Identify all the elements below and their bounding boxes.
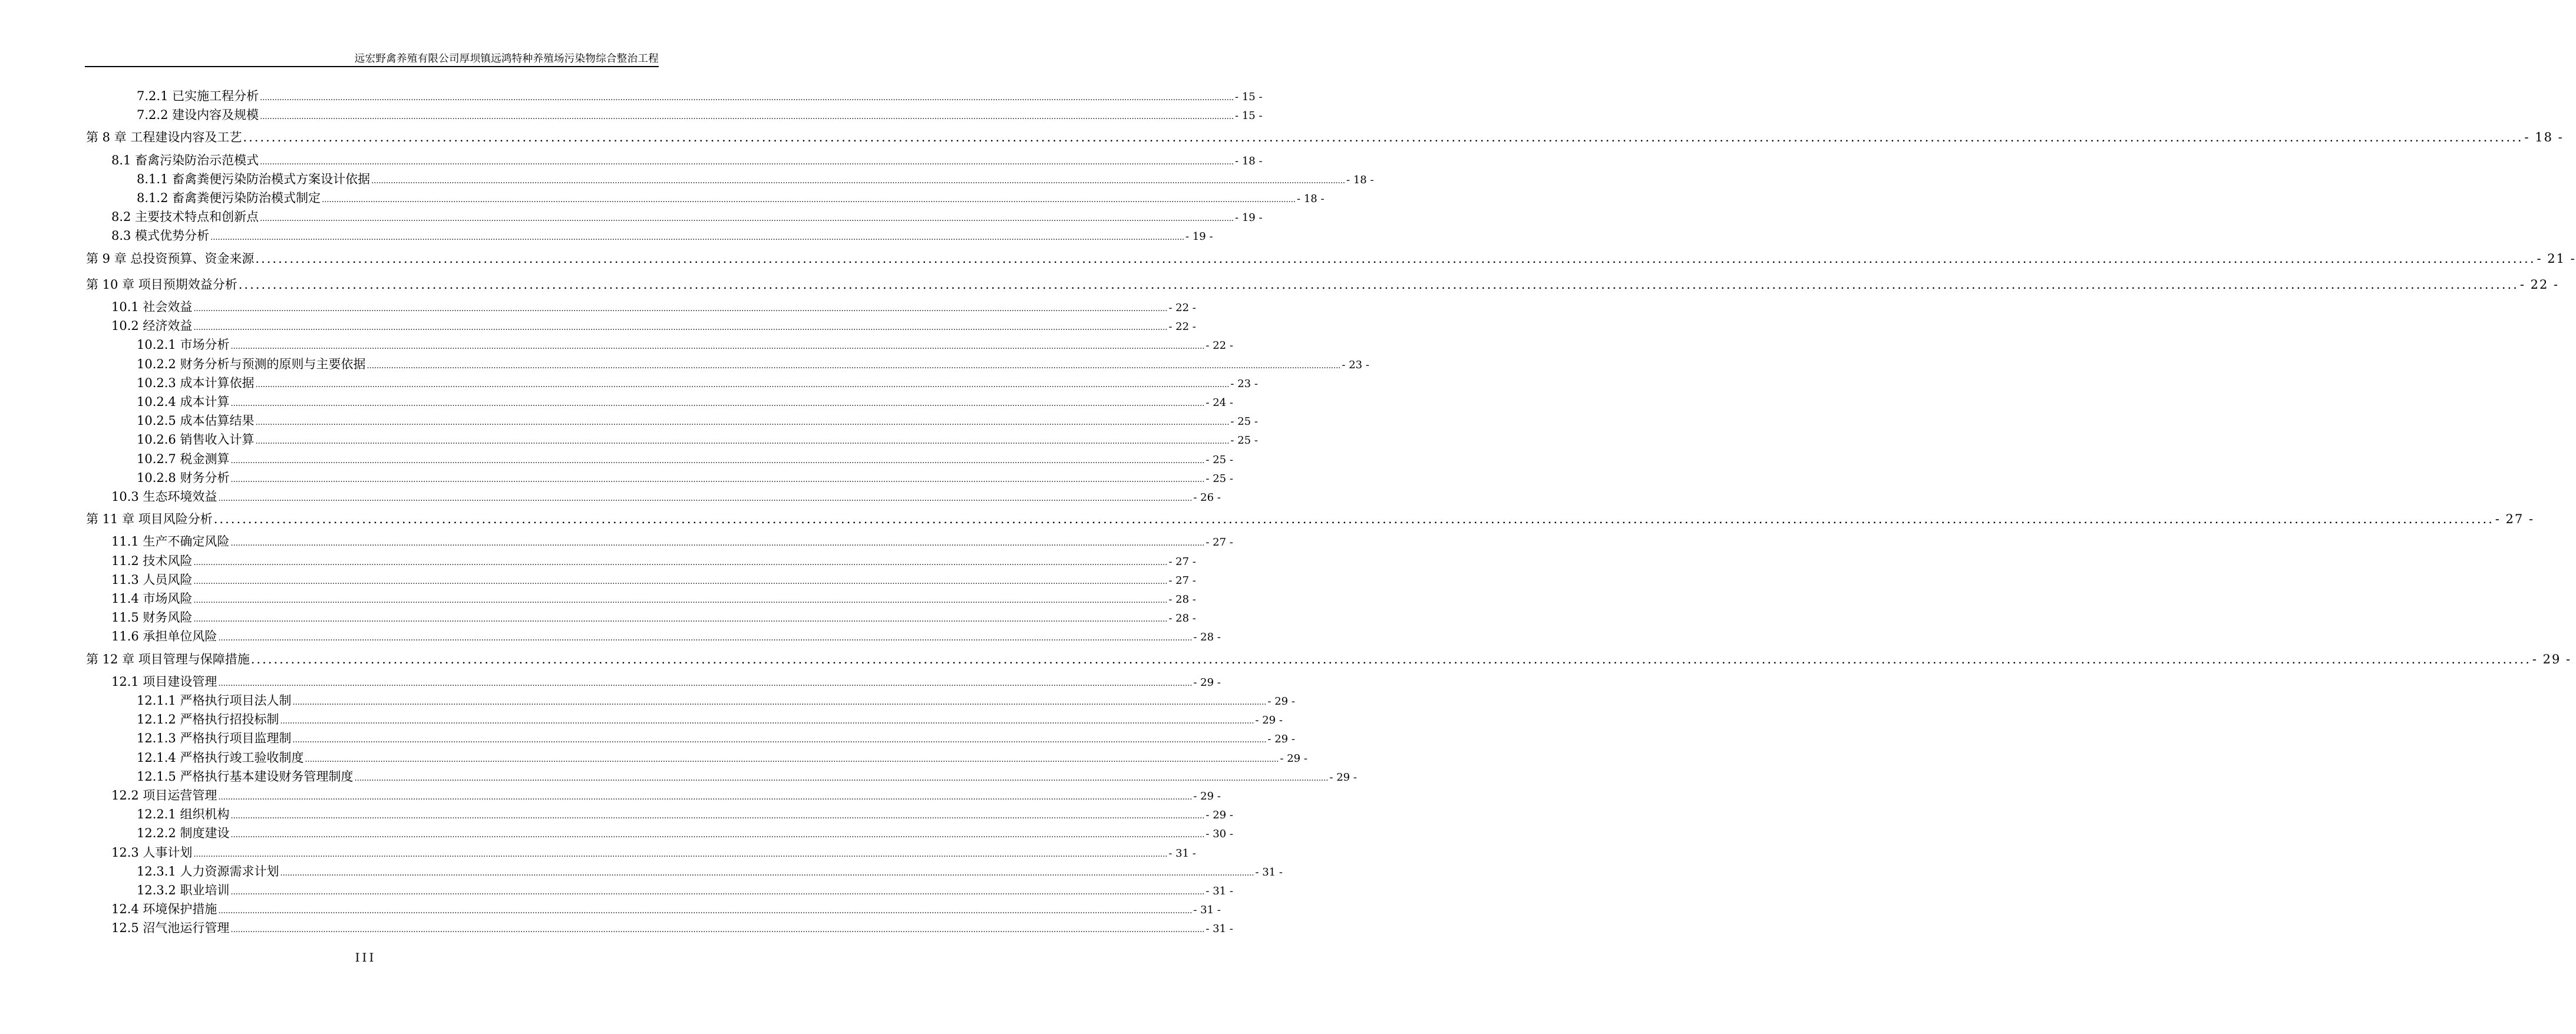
dot-leader: ................................................................................................................................................................................................................................................................................................................................................................................................................ (230, 831, 1205, 840)
toc-entry-title: 10.2.3 成本计算依据 (137, 375, 255, 390)
toc-entry-page: - 31 - (1206, 885, 1233, 897)
dot-leader: ................................................................................................................................................................................................................................................................................................................................................................................................................ (255, 251, 2536, 266)
toc-entry[interactable] (137, 335, 1233, 354)
dot-leader: ................................................................................................................................................................................................................................................................................................................................................................................................................ (213, 512, 2494, 527)
toc-entry-page: - 18 - (2524, 130, 2564, 145)
toc-entry-page: - 24 - (1206, 397, 1233, 409)
toc-entry[interactable] (111, 207, 1263, 226)
toc-entry-page: - 29 - (1267, 695, 1295, 708)
toc-entry-title: 10.2.2 财务分析与预测的原则与主要依据 (137, 356, 366, 371)
toc-entry[interactable] (137, 881, 1233, 900)
toc-entry-page: - 29 - (1329, 771, 1357, 784)
toc-entry-page: - 25 - (1230, 415, 1258, 428)
dot-leader: ................................................................................................................................................................................................................................................................................................................................................................................................................ (243, 130, 2524, 145)
toc-entry[interactable] (111, 151, 1263, 170)
page-number-footer: III (355, 950, 377, 964)
toc-entry-page: - 29 - (1206, 809, 1233, 822)
toc-entry-title: 11.4 市场风险 (111, 592, 193, 606)
toc-entry-page: - 22 - (2519, 277, 2560, 292)
toc-entry[interactable] (137, 355, 1369, 374)
toc-entry[interactable] (111, 900, 1221, 919)
toc-entry-title: 10.2.7 税金测算 (137, 451, 230, 466)
toc-entry-title: 10.2.5 成本估算结果 (137, 414, 255, 428)
dot-leader: ................................................................................................................................................................................................................................................................................................................................................................................................................ (218, 793, 1193, 802)
dot-leader: ................................................................................................................................................................................................................................................................................................................................................................................................................ (193, 850, 1168, 859)
toc-entry[interactable] (137, 748, 1307, 767)
dot-leader: ................................................................................................................................................................................................................................................................................................................................................................................................................ (255, 418, 1230, 428)
toc-entry-title: 10.2 经济效益 (111, 319, 193, 333)
toc-entry-page: - 22 - (1206, 339, 1233, 352)
toc-entry-page: - 28 - (1168, 593, 1196, 606)
dot-leader: ................................................................................................................................................................................................................................................................................................................................................................................................................ (354, 774, 1329, 783)
toc-entry-title: 8.3 模式优势分析 (111, 229, 210, 243)
toc-entry-title: 12.4 环境保护措施 (111, 902, 217, 917)
toc-entry-page: - 29 - (1193, 676, 1221, 689)
dot-leader: ................................................................................................................................................................................................................................................................................................................................................................................................................ (230, 475, 1205, 484)
dot-leader: ................................................................................................................................................................................................................................................................................................................................................................................................................ (280, 717, 1254, 726)
dot-leader: ................................................................................................................................................................................................................................................................................................................................................................................................................ (280, 868, 1254, 878)
toc-entry[interactable] (111, 551, 1196, 570)
toc-entry-page: - 27 - (1168, 555, 1196, 568)
toc-entry[interactable] (111, 843, 1196, 862)
toc-entry-page: - 22 - (1168, 321, 1196, 333)
dot-leader: ................................................................................................................................................................................................................................................................................................................................................................................................................ (260, 214, 1234, 224)
dot-leader: ................................................................................................................................................................................................................................................................................................................................................................................................................ (210, 233, 1185, 243)
toc-entry-page: - 18 - (1235, 154, 1263, 167)
toc-entry-title: 7.2.1 已实施工程分析 (137, 89, 259, 103)
toc-entry-page: - 29 - (2532, 652, 2572, 666)
toc-entry-page: - 27 - (1168, 574, 1196, 587)
toc-entry-page: - 28 - (1168, 612, 1196, 625)
running-header: 远宏野禽养殖有限公司厚坝镇远鸿特种养殖场污染物综合整治工程 (354, 53, 659, 65)
toc-entry-title: 12.2 项目运营管理 (111, 788, 217, 802)
dot-leader: ................................................................................................................................................................................................................................................................................................................................................................................................................ (230, 342, 1205, 352)
toc-entry[interactable] (86, 249, 2576, 268)
toc-entry[interactable] (86, 510, 2535, 528)
toc-entry[interactable] (111, 487, 1221, 506)
dot-leader: ................................................................................................................................................................................................................................................................................................................................................................................................................ (230, 456, 1205, 465)
toc-entry-title: 12.1.3 严格执行项目监理制 (137, 731, 292, 746)
dot-leader: ................................................................................................................................................................................................................................................................................................................................................................................................................ (260, 113, 1234, 122)
toc-entry-page: - 31 - (1255, 865, 1283, 878)
toc-entry-page: - 31 - (1206, 923, 1233, 936)
dot-leader: ................................................................................................................................................................................................................................................................................................................................................................................................................ (193, 323, 1168, 333)
toc-entry-page: - 25 - (1206, 472, 1233, 485)
toc-entry-title: 10.3 生态环境效益 (111, 490, 217, 504)
toc-entry-title: 12.5 沼气池运行管理 (111, 921, 230, 936)
toc-entry-title: 12.3.2 职业培训 (137, 883, 230, 897)
dot-leader: ................................................................................................................................................................................................................................................................................................................................................................................................................ (366, 361, 1341, 371)
toc-entry-title: 10.1 社会效益 (111, 300, 193, 314)
toc-entry-title: 11.3 人员风险 (111, 572, 193, 587)
toc-entry[interactable] (111, 532, 1233, 551)
toc-entry-page: - 15 - (1235, 110, 1263, 123)
dot-leader: ................................................................................................................................................................................................................................................................................................................................................................................................................ (193, 615, 1168, 625)
toc-entry-page: - 29 - (1193, 790, 1221, 802)
dot-leader: ................................................................................................................................................................................................................................................................................................................................................................................................................ (193, 577, 1168, 586)
toc-entry-page: - 28 - (1193, 631, 1221, 644)
toc-entry[interactable] (111, 226, 1213, 245)
toc-entry-title: 8.1.2 畜禽粪便污染防治模式制定 (137, 191, 321, 205)
toc-entry[interactable] (137, 105, 1263, 124)
toc-entry-title: 8.1 畜禽污染防治示范模式 (111, 153, 259, 167)
toc-entry-title: 12.2.2 制度建设 (137, 826, 230, 841)
toc-entry-page: - 23 - (1230, 377, 1258, 390)
toc-entry-title: 11.6 承担单位风险 (111, 629, 217, 644)
dot-leader: ................................................................................................................................................................................................................................................................................................................................................................................................................ (255, 437, 1230, 447)
toc-entry-title: 11.5 财务风险 (111, 610, 193, 625)
toc-entry[interactable] (137, 729, 1295, 748)
toc-entry-title: 12.2.1 组织机构 (137, 807, 230, 822)
dot-leader: ................................................................................................................................................................................................................................................................................................................................................................................................................ (250, 652, 2531, 666)
dot-leader: ................................................................................................................................................................................................................................................................................................................................................................................................................ (193, 596, 1168, 605)
toc-entry[interactable] (111, 570, 1196, 589)
toc-entry-title: 8.1.1 畜禽粪便污染防治模式方案设计依据 (137, 171, 371, 186)
toc-entry[interactable] (137, 392, 1233, 411)
toc-entry[interactable] (137, 87, 1263, 105)
toc-entry-title: 12.1.2 严格执行招投标制 (137, 712, 279, 727)
dot-leader: ................................................................................................................................................................................................................................................................................................................................................................................................................ (230, 812, 1205, 821)
dot-leader: ................................................................................................................................................................................................................................................................................................................................................................................................................ (218, 679, 1193, 688)
toc-entry-title: 第 9 章 总投资预算、资金来源 (86, 251, 255, 266)
toc-entry-title: 第 8 章 工程建设内容及工艺 (86, 130, 242, 145)
dot-leader: ................................................................................................................................................................................................................................................................................................................................................................................................................ (260, 94, 1234, 103)
toc-entry[interactable] (137, 411, 1258, 430)
toc-entry-page: - 27 - (1206, 536, 1233, 549)
dot-leader: ................................................................................................................................................................................................................................................................................................................................................................................................................ (238, 277, 2519, 292)
toc-entry-title: 12.1 项目建设管理 (111, 674, 217, 689)
dot-leader: ................................................................................................................................................................................................................................................................................................................................................................................................................ (193, 558, 1168, 567)
dot-leader: ................................................................................................................................................................................................................................................................................................................................................................................................................ (260, 157, 1234, 167)
toc-entry[interactable] (137, 430, 1258, 449)
toc-entry[interactable] (86, 275, 2560, 294)
toc-entry[interactable] (137, 824, 1233, 843)
toc-entry-title: 10.2.8 财务分析 (137, 470, 230, 485)
dot-leader: ................................................................................................................................................................................................................................................................................................................................................................................................................ (305, 755, 1279, 764)
dot-leader: ................................................................................................................................................................................................................................................................................................................................................................................................................ (230, 539, 1205, 549)
toc-entry[interactable] (137, 805, 1233, 824)
toc-entry[interactable] (137, 450, 1233, 468)
toc-entry-title: 12.3 人事计划 (111, 845, 193, 860)
toc-entry[interactable] (111, 786, 1221, 805)
toc-entry-page: - 18 - (1297, 193, 1325, 205)
toc-entry-page: - 26 - (1193, 491, 1221, 504)
toc-entry-page: - 23 - (1342, 358, 1369, 371)
toc-entry-page: - 29 - (1280, 752, 1307, 765)
toc-entry[interactable] (137, 170, 1374, 189)
toc-entry-page: - 15 - (1235, 91, 1263, 103)
toc-entry[interactable] (111, 608, 1196, 627)
dot-leader: ................................................................................................................................................................................................................................................................................................................................................................................................................ (193, 305, 1168, 313)
dot-leader: ................................................................................................................................................................................................................................................................................................................................................................................................................ (230, 888, 1205, 897)
toc-entry[interactable] (137, 691, 1295, 710)
toc-entry-title: 12.1.1 严格执行项目法人制 (137, 693, 292, 708)
toc-entry-page: - 30 - (1206, 828, 1233, 841)
dot-leader: ................................................................................................................................................................................................................................................................................................................................................................................................................ (230, 926, 1205, 935)
toc-entry[interactable] (137, 862, 1283, 881)
toc-entry[interactable] (111, 672, 1221, 691)
toc-entry-page: - 31 - (1168, 847, 1196, 860)
toc-entry-title: 10.2.1 市场分析 (137, 338, 230, 352)
toc-entry[interactable] (111, 919, 1233, 937)
dot-leader: ................................................................................................................................................................................................................................................................................................................................................................................................................ (292, 698, 1267, 707)
toc-entry-page: - 25 - (1230, 434, 1258, 447)
toc-entry[interactable] (111, 589, 1196, 608)
toc-entry-title: 11.2 技术风险 (111, 553, 193, 568)
toc-entry-page: - 18 - (1346, 173, 1374, 186)
toc-entry-title: 10.2.6 销售收入计算 (137, 432, 255, 447)
toc-entry-page: - 19 - (1185, 230, 1213, 243)
toc-entry[interactable] (137, 374, 1258, 392)
header-rule (85, 66, 659, 67)
toc-entry-page: - 27 - (2495, 512, 2535, 527)
toc-entry[interactable] (111, 627, 1221, 646)
dot-leader: ................................................................................................................................................................................................................................................................................................................................................................................................................ (218, 494, 1193, 503)
dot-leader: ................................................................................................................................................................................................................................................................................................................................................................................................................ (218, 634, 1193, 643)
toc-entry-title: 12.1.5 严格执行基本建设财务管理制度 (137, 769, 354, 784)
toc-entry-page: - 21 - (2537, 251, 2576, 266)
toc-entry-title: 11.1 生产不确定风险 (111, 534, 230, 549)
toc-entry-page: - 19 - (1235, 212, 1263, 224)
toc-entry-page: - 22 - (1168, 302, 1196, 314)
toc-entry-title: 8.2 主要技术特点和创新点 (111, 210, 259, 224)
toc-entry-title: 10.2.4 成本计算 (137, 395, 230, 409)
toc-entry-title: 第 10 章 项目预期效益分析 (86, 277, 237, 292)
toc-entry-title: 第 11 章 项目风险分析 (86, 512, 213, 527)
dot-leader: ................................................................................................................................................................................................................................................................................................................................................................................................................ (230, 399, 1205, 408)
toc-entry[interactable] (86, 128, 2564, 147)
toc-entry-title: 12.3.1 人力资源需求计划 (137, 864, 279, 878)
toc-entry[interactable] (86, 650, 2572, 669)
toc-entry[interactable] (137, 710, 1283, 729)
toc-entry[interactable] (137, 189, 1325, 207)
toc-entry-page: - 31 - (1193, 904, 1221, 917)
toc-entry[interactable] (137, 468, 1233, 487)
dot-leader: ................................................................................................................................................................................................................................................................................................................................................................................................................ (371, 176, 1346, 186)
dot-leader: ................................................................................................................................................................................................................................................................................................................................................................................................................ (218, 907, 1193, 916)
toc-entry-page: - 29 - (1255, 714, 1283, 727)
toc-entry-title: 12.1.4 严格执行竣工验收制度 (137, 750, 304, 765)
toc-entry[interactable] (111, 298, 1196, 316)
dot-leader: ................................................................................................................................................................................................................................................................................................................................................................................................................ (255, 380, 1230, 389)
toc-entry-title: 7.2.2 建设内容及规模 (137, 108, 259, 123)
dot-leader: ................................................................................................................................................................................................................................................................................................................................................................................................................ (292, 736, 1267, 745)
toc-entry[interactable] (111, 316, 1196, 335)
toc-entry-page: - 29 - (1267, 733, 1295, 746)
dot-leader: ................................................................................................................................................................................................................................................................................................................................................................................................................ (322, 196, 1296, 204)
toc-entry-page: - 25 - (1206, 453, 1233, 466)
toc-entry[interactable] (137, 767, 1357, 786)
toc-entry-title: 第 12 章 项目管理与保障措施 (86, 652, 250, 666)
